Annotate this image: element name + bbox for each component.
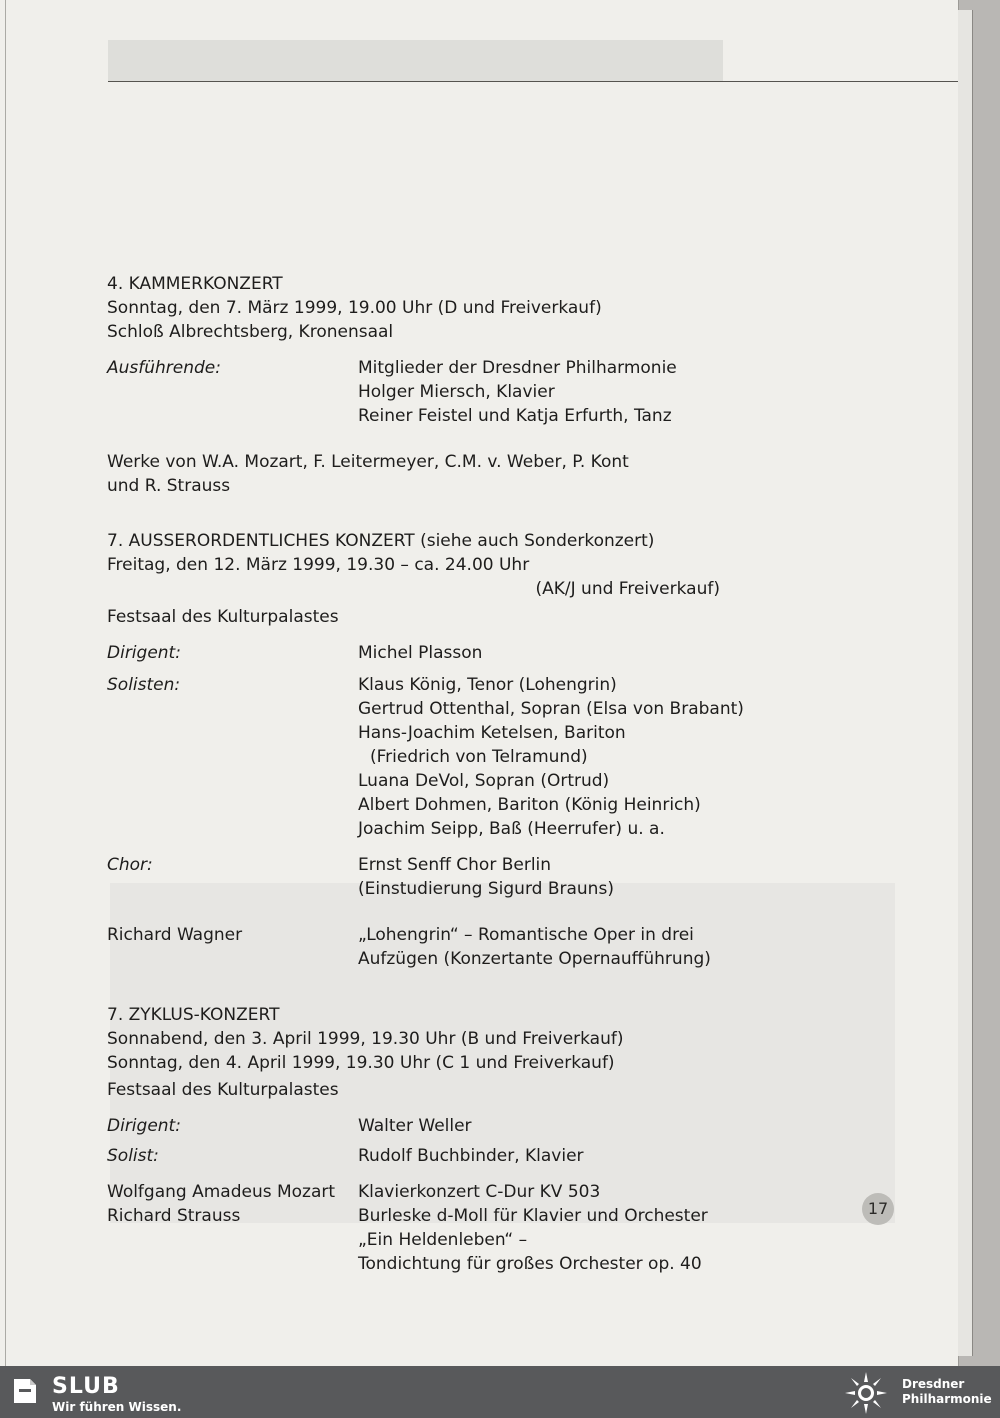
- page-edge: [958, 10, 973, 1356]
- composer-name: Wolfgang Amadeus Mozart: [107, 1182, 336, 1202]
- conductor-row: [107, 641, 867, 665]
- soloist: Albert Dohmen, Bariton (König Heinrich): [358, 795, 701, 815]
- soloists-label: Solisten:: [107, 675, 181, 695]
- concert-zyklus: [107, 1003, 867, 1276]
- program-row: [107, 923, 867, 971]
- slub-logo-icon: [10, 1376, 40, 1406]
- concert-kammerkonzert: [107, 272, 867, 498]
- performers-row: [107, 356, 867, 428]
- concert-ausserordentliches: [107, 529, 867, 971]
- concert-title: 4. KAMMERKONZERT: [107, 274, 283, 294]
- binding-line: [5, 0, 6, 1366]
- performers-label: Ausführende:: [107, 358, 221, 378]
- soloist: Joachim Seipp, Baß (Heerrufer) u. a.: [358, 819, 665, 839]
- choir-label: Chor:: [107, 855, 153, 875]
- soloists-row: [107, 673, 867, 841]
- soloist: Klaus König, Tenor (Lohengrin): [358, 675, 617, 695]
- soloist-row: [107, 1144, 867, 1168]
- work-line: Burleske d-Moll für Klavier und Orchester: [358, 1206, 708, 1226]
- choir-row: [107, 853, 867, 901]
- concert-venue: Schloß Albrechtsberg, Kronensaal: [107, 322, 394, 342]
- program-row: [107, 1180, 867, 1276]
- performer: Mitglieder der Dresdner Philharmonie: [358, 358, 677, 378]
- conductor-name: Walter Weller: [358, 1116, 472, 1136]
- concert-date: Freitag, den 12. März 1999, 19.30 – ca. 24.00 Uhr: [107, 555, 530, 575]
- composers-list: [107, 1180, 358, 1276]
- ticket-note: (AK/J und Freiverkauf): [535, 579, 720, 599]
- conductor-label: Dirigent:: [107, 1116, 181, 1136]
- program-listing: [107, 272, 867, 1276]
- concert-date: Sonntag, den 4. April 1999, 19.30 Uhr (C 1 und Freiverkauf): [107, 1053, 615, 1073]
- works-line: Werke von W.A. Mozart, F. Leitermeyer, C.M. v. Weber, P. Kont: [107, 452, 629, 472]
- philharmonie-name: [902, 1377, 992, 1407]
- concert-venue: Festsaal des Kulturpalastes: [107, 607, 339, 627]
- concert-date: Sonnabend, den 3. April 1999, 19.30 Uhr (B und Freiverkauf): [107, 1029, 624, 1049]
- performers-list: [358, 356, 867, 428]
- conductor-label: Dirigent:: [107, 643, 181, 663]
- conductor-name: Michel Plasson: [358, 643, 483, 663]
- soloist: Gertrud Ottenthal, Sopran (Elsa von Brabant): [358, 699, 744, 719]
- soloist-name: Rudolf Buchbinder, Klavier: [358, 1146, 584, 1166]
- philharmonie-name-line2: Philharmonie: [902, 1392, 992, 1406]
- soloists-list: [358, 673, 867, 841]
- composer-name: Richard Wagner: [107, 925, 243, 945]
- philharmonie-name-line1: Dresdner: [902, 1377, 965, 1391]
- soloist: Hans-Joachim Ketelsen, Bariton: [358, 723, 626, 743]
- work-line: Klavierkonzert C-Dur KV 503: [358, 1182, 601, 1202]
- concert-date: Sonntag, den 7. März 1999, 19.00 Uhr (D und Freiverkauf): [107, 298, 602, 318]
- soloist: Luana DeVol, Sopran (Ortrud): [358, 771, 610, 791]
- slub-name: SLUB: [52, 1374, 120, 1399]
- work-line: „Ein Heldenleben“ –: [358, 1230, 528, 1250]
- header-bleed-through: [108, 40, 723, 82]
- composer-name: Richard Strauss: [107, 1206, 241, 1226]
- performer: Reiner Feistel und Katja Erfurth, Tanz: [358, 406, 672, 426]
- choir-director: (Einstudierung Sigurd Brauns): [358, 879, 614, 899]
- choir-name: Ernst Senff Chor Berlin: [358, 855, 552, 875]
- header-rule: [108, 81, 958, 82]
- page-number: 17: [862, 1193, 894, 1225]
- works-line: und R. Strauss: [107, 476, 231, 496]
- conductor-row: [107, 1114, 867, 1138]
- soloist-label: Solist:: [107, 1146, 159, 1166]
- work-line: Aufzügen (Konzertante Opernaufführung): [358, 949, 711, 969]
- slub-tagline: Wir führen Wissen.: [52, 1400, 182, 1414]
- works-list: [358, 1180, 867, 1276]
- philharmonie-logo-icon: [843, 1370, 889, 1416]
- concert-title: 7. AUSSERORDENTLICHES KONZERT (siehe auch Sonderkonzert): [107, 531, 655, 551]
- works-text: [107, 450, 867, 498]
- work-line: Tondichtung für großes Orchester op. 40: [358, 1254, 702, 1274]
- concert-title: 7. ZYKLUS-KONZERT: [107, 1005, 280, 1025]
- footer-bar: [0, 1366, 1000, 1418]
- concert-venue: Festsaal des Kulturpalastes: [107, 1080, 339, 1100]
- work-line: „Lohengrin“ – Romantische Oper in drei: [358, 925, 694, 945]
- soloist-role: (Friedrich von Telramund): [370, 747, 588, 767]
- choir-list: [358, 853, 867, 901]
- work-title: [358, 923, 867, 971]
- performer: Holger Miersch, Klavier: [358, 382, 555, 402]
